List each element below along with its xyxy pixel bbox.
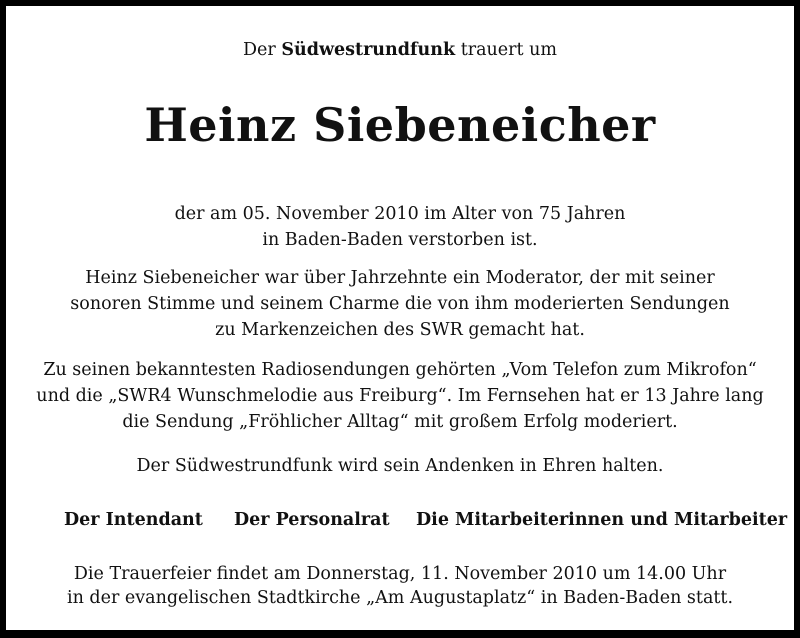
obituary-notice <box>3 3 797 633</box>
header-suffix: trauert um <box>460 40 557 60</box>
signature-mitarbeiter: Die Mitarbeiterinnen und Mitarbeiter <box>416 510 788 530</box>
funeral-line: Die Trauerfeier findet am Donnerstag, 11. November 2010 um 14.00 Uhr <box>73 564 727 584</box>
paragraph-line: sonoren Stimme und seinem Charme die von ihm moderierten Sendungen <box>70 294 730 314</box>
paragraph-line: die Sendung „Fröhlicher Alltag“ mit großem Erfolg moderiert. <box>122 412 678 432</box>
paragraph-line: Heinz Siebeneicher war über Jahrzehnte ein Moderator, der mit seiner <box>85 268 715 288</box>
signature-personalrat: Der Personalrat <box>234 510 390 530</box>
paragraph-line: in Baden-Baden verstorben ist. <box>262 230 538 250</box>
header-prefix: Der <box>243 40 276 60</box>
closing-line: Der Südwestrundfunk wird sein Andenken in Ehren halten. <box>136 456 664 476</box>
paragraph-line: und die „SWR4 Wunschmelodie aus Freiburg“. Im Fernsehen hat er 13 Jahre lang <box>36 386 764 406</box>
paragraph-line: Zu seinen bekanntesten Radiosendungen gehörten „Vom Telefon zum Mikrofon“ <box>43 360 757 380</box>
paragraph-line: der am 05. November 2010 im Alter von 75 Jahren <box>174 204 626 224</box>
signature-intendant: Der Intendant <box>64 510 203 530</box>
header-line <box>6 40 794 60</box>
funeral-line: in der evangelischen Stadtkirche „Am Augustaplatz“ in Baden-Baden statt. <box>66 588 734 608</box>
organization-name: Südwestrundfunk <box>281 40 456 60</box>
deceased-name: Heinz Siebeneicher <box>144 98 656 152</box>
paragraph-line: zu Markenzeichen des SWR gemacht hat. <box>215 320 585 340</box>
